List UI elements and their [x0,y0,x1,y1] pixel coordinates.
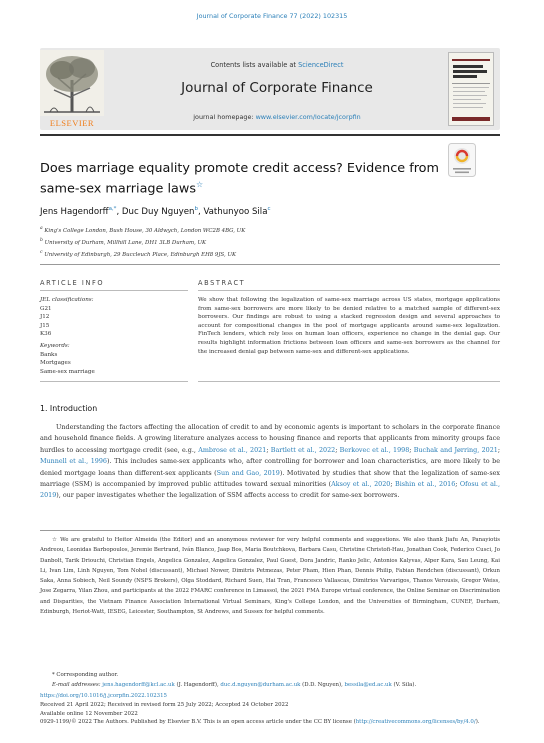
affiliation-divider [40,264,500,265]
email-link[interactable]: duc.d.nguyen@durham.ac.uk [220,682,301,688]
author-name: Duc Duy Nguyen [121,206,195,217]
citation-link[interactable]: Sun and Gao, 2019 [216,468,280,477]
affiliation-text: King's College London, Bush House, 30 Aldwych, London WC2B 4BG, UK [44,227,246,234]
license-link[interactable]: http://creativecommons.org/licenses/by/4.0/ [355,719,476,726]
author-separator: , [197,206,204,217]
affiliation-item [40,236,245,248]
introduction-paragraph [40,422,500,502]
abstract-bottom-rule [198,381,500,382]
jel-code: G21 [40,305,52,312]
keyword: Same-sex marriage [40,368,95,375]
jel-code: J15 [40,322,50,329]
affiliation-text: University of Edinburgh, 29 Buccleuch Place, Edinburgh EH8 9JS, UK [44,251,237,258]
homepage-link[interactable]: www.elsevier.com/locate/jcorpfin [255,113,361,121]
text-run: Understanding the factors affecting the allocation of credit to and by economic agents is important to scholars in the corporate finance and household finance fields. A growing literature analyzes access to housing finance and reports that applicants from minority groups face hurdles to accessing mortgage credit (see, e.g., [40,423,500,454]
text-run: ; [335,445,340,454]
affiliation-mark: a [40,226,43,231]
footnote-divider [40,530,500,531]
citation-link[interactable]: Munnell et al., 1996 [40,457,107,466]
title-footnote-mark[interactable]: ☆ [196,180,204,189]
affiliation-item [40,224,245,236]
affiliation-mark: b [40,237,43,243]
jel-code: J12 [40,314,50,321]
text-run: ; [390,480,396,489]
author-name: Jens Hagendorff [40,206,109,217]
email-owner: (V. Sila). [391,682,417,688]
paper-title [40,161,440,197]
license-suffix: ). [475,719,480,726]
author-affiliation-mark[interactable]: c [267,206,271,212]
text-run: ; [409,445,414,454]
text-run: ). This includes same-sex applicants who, after controlling for borrower and loan characteristics, are more likely to be denied mortgage loans than different-sex applicants ( [40,457,500,477]
abstract-rule [198,290,500,291]
text-run: ; [497,445,500,454]
author-affiliation-mark[interactable]: b [194,206,198,212]
abstract-heading: ABSTRACT [198,279,246,287]
footnote-text: We are grateful to Heitor Almeida (the Editor) and an anonymous reviewer for very helpful comments and suggestions. We also thank Jiafu An, Panayiotis Andreou, Leonidas Barbopoulos, Jeremie Bertrand, Iván Blanco, Jaap Bos, Maria Boutchkova, Barbara Casu, Christine Christofi-Hau, Jonathan Cook, Federico Cusci, Jo Danbolt, Tarik Driouchi, Christian Engels, Angelica Gonzalez, Angelica Gonzalez, Paul Guest, Dora Jandric, Ranko Jelic, Antonios Kalyvas, Alper Kara, Sau Leung, Kai Li, Ivan Lim, Linh Nguyen, Tom Nohel (discussant), Michael Nower, Dimitris Petmezas, Peter Pham, Hien Phan, Dennis Philip, Fabian Rendchen (discussant), Orkun Saka, Anna Sobiech, Neil Soundy (NSFS Brokers), Olga Stoddard, Richard Suen, Hai Tran, Francesco Vallascas, Dimitrios Varvarigos, Thanos Verousis, Gregor Weiss, Jose Zegarra, Yilan Zhou, and participants at the 2022 FMARC conference in Limassol, the 2021 FMA Europe virtual conference, the Online Seminar on Discrimination and Disparities, the Vietnam Finance Association International Virtual Seminars, King's College London, and the Universities of Birmingham, CUNEF, Durham, Edinburgh, Heriot-Watt, IESEG, Leicester, Southampton, St Andrews, and Sussex for helpful comments. [40,537,500,616]
homepage-prefix: journal homepage: [193,113,256,121]
article-info-rule [40,290,188,291]
citation-link[interactable]: Buchak and Jørring, 2021 [413,445,498,454]
text-run: ). Motivated by studies that show that the legalization of same-sex marriage (SSM) is accompanied by improved public attitudes toward sexual minorities ( [40,468,500,489]
contents-prefix: Contents lists available at [210,61,299,69]
jel-label: JEL classifications: [40,297,94,303]
contents-line [110,61,444,69]
footnote-text-block [40,535,500,617]
citation-link[interactable]: Bartlett et al., 2022 [270,445,336,454]
text-run: ; [455,480,460,489]
section-heading-introduction: 1. Introduction [40,404,98,413]
journal-cover-thumbnail[interactable] [448,52,494,126]
keyword: Banks [40,351,58,358]
email-owner: (J. Hagendorff), [174,682,221,688]
publication-info [40,692,500,727]
header-divider [40,134,500,136]
correspondence-block [40,670,416,690]
article-info-panel [40,296,188,376]
affiliation-item [40,248,245,260]
citation-link[interactable]: Berkovec et al., 1998 [339,445,410,454]
paper-title-text: Does marriage equality promote credit access? Evidence from same-sex marriage laws [40,161,439,197]
citation-link[interactable]: Ambrose et al., 2021 [198,445,267,454]
homepage-line [110,113,444,121]
author-name: Vathunyoo Sila [203,206,268,217]
available-online: Available online 12 November 2022 [40,710,138,717]
citation-link[interactable]: Aksoy et al., 2020 [331,480,391,489]
author-separator: , [116,206,122,217]
doi-link[interactable]: https://doi.org/10.1016/j.jcorpfin.2022.102315 [40,693,167,699]
affiliation-list [40,224,245,259]
email-line [40,680,416,690]
email-label: E-mail addresses: [52,682,103,688]
keyword: Mortgages [40,360,71,367]
journal-reference[interactable]: Journal of Corporate Finance 77 (2022) 102315 [196,12,348,20]
affiliation-text: University of Durham, Millhill Lane, DH1 3LB Durham, UK [44,239,207,246]
journal-title: Journal of Corporate Finance [181,80,373,96]
check-for-updates-badge[interactable] [448,143,476,177]
citation-link[interactable]: Bishin et al., 2016 [395,480,456,489]
corresponding-author-text: Corresponding author. [56,672,119,678]
abstract-text: We show that following the legalization of same-sex marriage across US states, mortgage applications from same-sex borrowers are more likely to be denied relative to a matched sample of different-sex borrowers. Our findings are robust to using a stacked regression design and several approaches to account for compositional changes in the pool of mortgage applicants around same-sex legalization. FinTech lenders, which rely less on human loan officers, experience no change in the denial gap. Our results highlight information frictions between loan officers and same-sex borrowers as the channel for the increased denial gap between same-sex and different-sex applications. [198,297,500,355]
affiliation-mark: c [40,249,43,255]
email-link[interactable]: jens.hagendorff@kcl.ac.uk [102,682,175,688]
acknowledgement-footnote [40,535,500,617]
article-info-bottom-rule [40,381,188,382]
text-run: ), our paper investigates whether the legalization of SSM affects access to credit for same-sex borrowers. [56,491,400,500]
received-dates: Received 21 April 2022; Received in revised form 25 July 2022; Accepted 24 October 2022 [40,701,289,708]
citation-link[interactable]: Ofosu et al., 2019 [40,480,500,500]
author-list [40,206,271,217]
license-text: 0929-1199/© 2022 The Authors. Published by Elsevier B.V. This is an open access article under the CC BY license ( [40,719,356,726]
email-owner: (D.D. Nguyen), [300,682,345,688]
email-link[interactable]: bessila@ed.ac.uk [344,682,392,688]
sciencedirect-link[interactable]: ScienceDirect [298,61,344,69]
jel-code: K36 [40,331,52,338]
publisher-name: ELSEVIER [49,118,95,128]
article-info-heading: ARTICLE INFO [40,279,105,287]
keywords-label: Keywords: [40,342,70,349]
footnote-mark: ☆ [52,537,58,543]
text-run: ; [266,445,271,454]
corresponding-author-note: * Corresponding author. [52,672,119,678]
author-affiliation-mark[interactable]: a,* [108,206,117,212]
license-line [40,718,500,727]
